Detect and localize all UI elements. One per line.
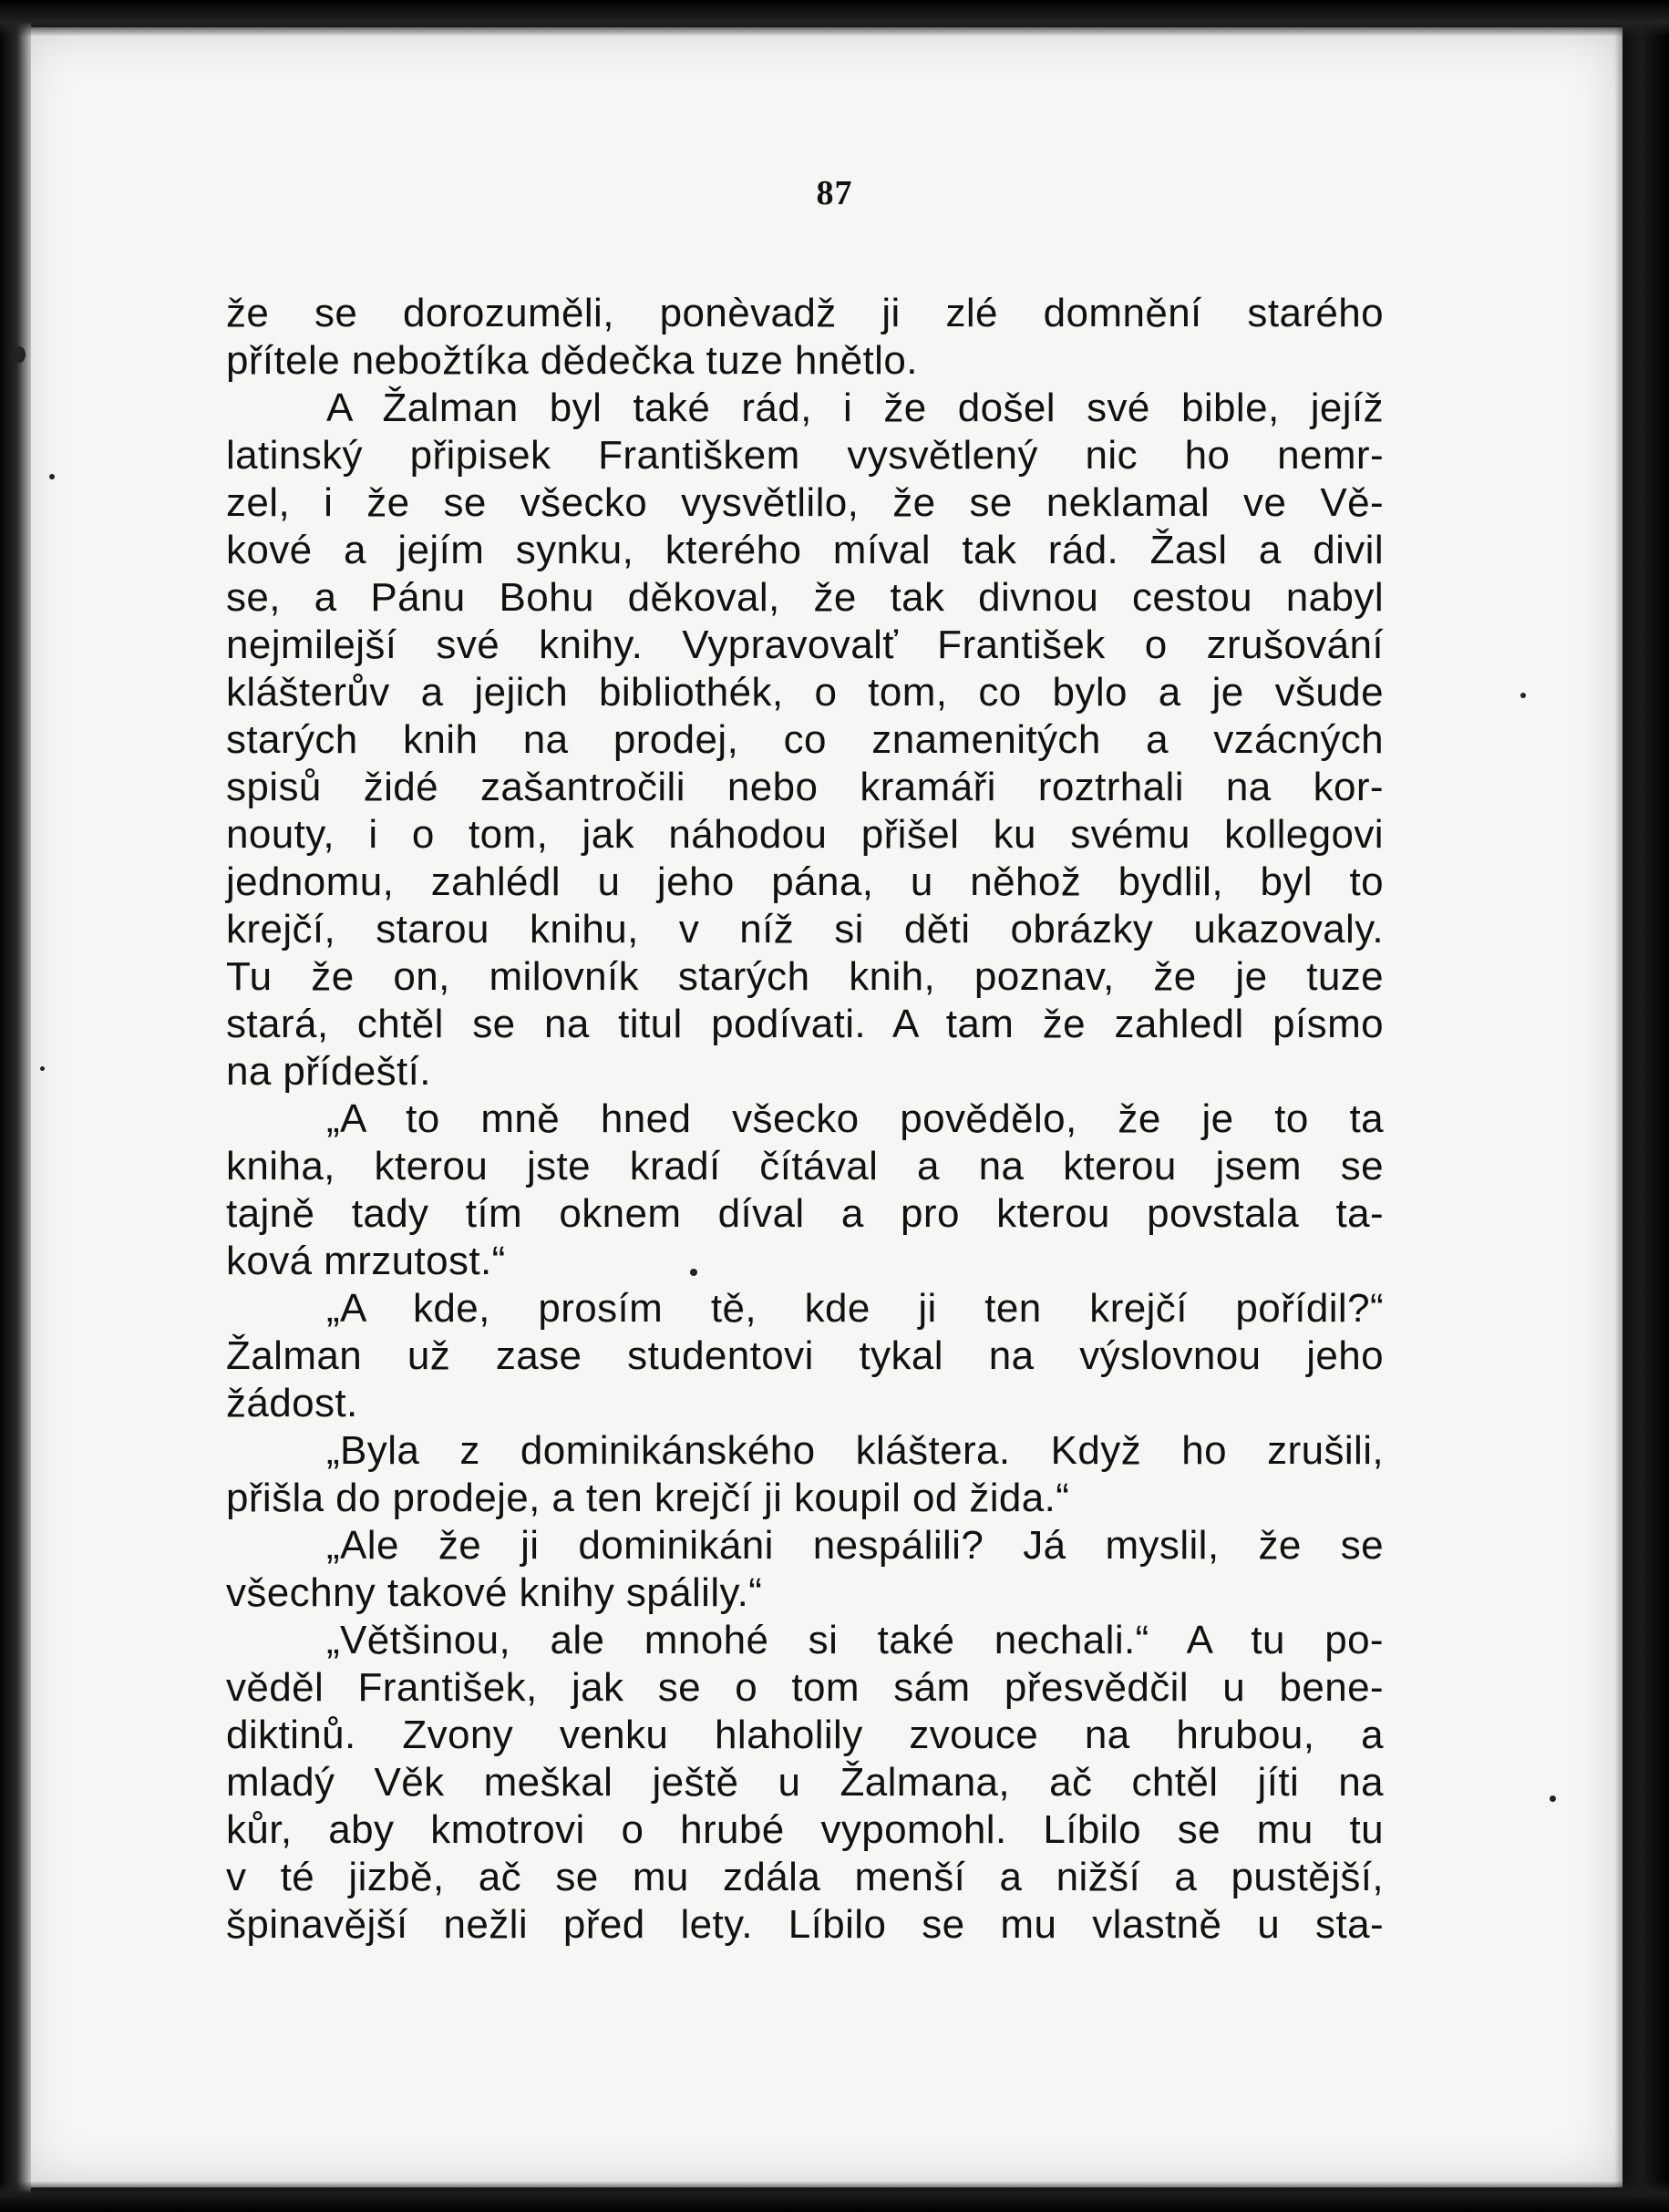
text-line: žádost. xyxy=(226,1381,358,1425)
text-line: mladý Věk meškal ještě u Žalmana, ač chtěl jíti na xyxy=(226,1760,1384,1805)
text-line: Tu že on, milovník starých knih, poznav, že je tuze xyxy=(226,954,1384,999)
text-line: „Ale že ji dominikáni nespálili? Já myslil, že se xyxy=(326,1523,1384,1568)
text-line: se, a Pánu Bohu děkoval, že tak divnou cestou nabyl xyxy=(226,575,1384,620)
text-line: klášterův a jejich bibliothék, o tom, co bylo a je všude xyxy=(226,670,1384,715)
scan-border-top xyxy=(0,0,1669,36)
text-line: „A to mně hned všecko povědělo, že je to ta xyxy=(326,1096,1384,1141)
text-line: „Většinou, ale mnohé si také nechali.“ A tu po- xyxy=(326,1618,1384,1662)
text-line: věděl František, jak se o tom sám přesvědčil u bene- xyxy=(226,1665,1384,1710)
text-line: kové a jejím synku, kterého míval tak rád. Žasl a divil xyxy=(226,528,1384,572)
text-line: špinavější nežli před lety. Líbilo se mu vlastně u sta- xyxy=(226,1902,1384,1947)
print-speck xyxy=(13,346,26,363)
text-line: „A kde, prosím tě, kde ji ten krejčí pořídil?“ xyxy=(326,1286,1384,1331)
text-line: že se dorozuměli, ponèvadž ji zlé domnění starého xyxy=(226,291,1384,335)
text-line: nouty, i o tom, jak náhodou přišel ku svému kollegovi xyxy=(226,812,1384,857)
text-line: ková mrzutost.“ xyxy=(226,1239,506,1283)
text-line: přišla do prodeje, a ten krejčí ji koupil od žida.“ xyxy=(226,1476,1070,1520)
text-line: jednomu, zahlédl u jeho pána, u něhož bydlil, byl to xyxy=(226,859,1384,904)
text-line: „Byla z dominikánského kláštera. Když ho zrušili, xyxy=(326,1428,1384,1473)
text-line: kůr, aby kmotrovi o hrubé vypomohl. Líbilo se mu tu xyxy=(226,1807,1384,1852)
print-speck xyxy=(1520,693,1526,698)
page-number: 87 xyxy=(816,174,853,212)
text-line: přítele nebožtíka dědečka tuze hnětlo. xyxy=(226,338,918,383)
text-line: diktinů. Zvony venku hlaholily zvouce na hrubou, a xyxy=(226,1713,1384,1757)
text-line: kniha, kterou jste kradí čítával a na kterou jsem se xyxy=(226,1144,1384,1188)
print-speck xyxy=(40,1066,45,1071)
text-line: latinský připisek Františkem vysvětlený nic ho nemr- xyxy=(226,433,1384,478)
body-text xyxy=(226,290,1384,1949)
text-line: A Žalman byl také rád, i že došel své bible, jejíž xyxy=(326,386,1384,430)
print-speck xyxy=(49,474,55,479)
scan-border-bottom xyxy=(0,2181,1669,2212)
print-speck xyxy=(1550,1795,1556,1802)
text-line: spisů židé zašantročili nebo kramáři roztrhali na kor- xyxy=(226,765,1384,809)
text-line: stará, chtěl se na titul podívati. A tam že zahledl písmo xyxy=(226,1002,1384,1046)
text-line: krejčí, starou knihu, v níž si děti obrázky ukazovaly. xyxy=(226,907,1384,952)
text-line: starých knih na prodej, co znamenitých a vzácných xyxy=(226,717,1384,762)
text-line: tajně tady tím oknem díval a pro kterou povstala ta- xyxy=(226,1191,1384,1236)
text-line: zel, i že se všecko vysvětlilo, že se neklamal ve Vě- xyxy=(226,480,1384,525)
scan-border-left xyxy=(0,0,31,2212)
scan-border-right xyxy=(1614,0,1669,2212)
text-line: nejmilejší své knihy. Vypravovalť František o zrušování xyxy=(226,622,1384,667)
text-line: všechny takové knihy spálily.“ xyxy=(226,1570,763,1615)
text-line: Žalman už zase studentovi tykal na výslovnou jeho xyxy=(226,1333,1384,1378)
text-line: v té jizbě, ač se mu zdála menší a nižší a pustější, xyxy=(226,1855,1384,1899)
text-line: na přídeští. xyxy=(226,1049,431,1094)
